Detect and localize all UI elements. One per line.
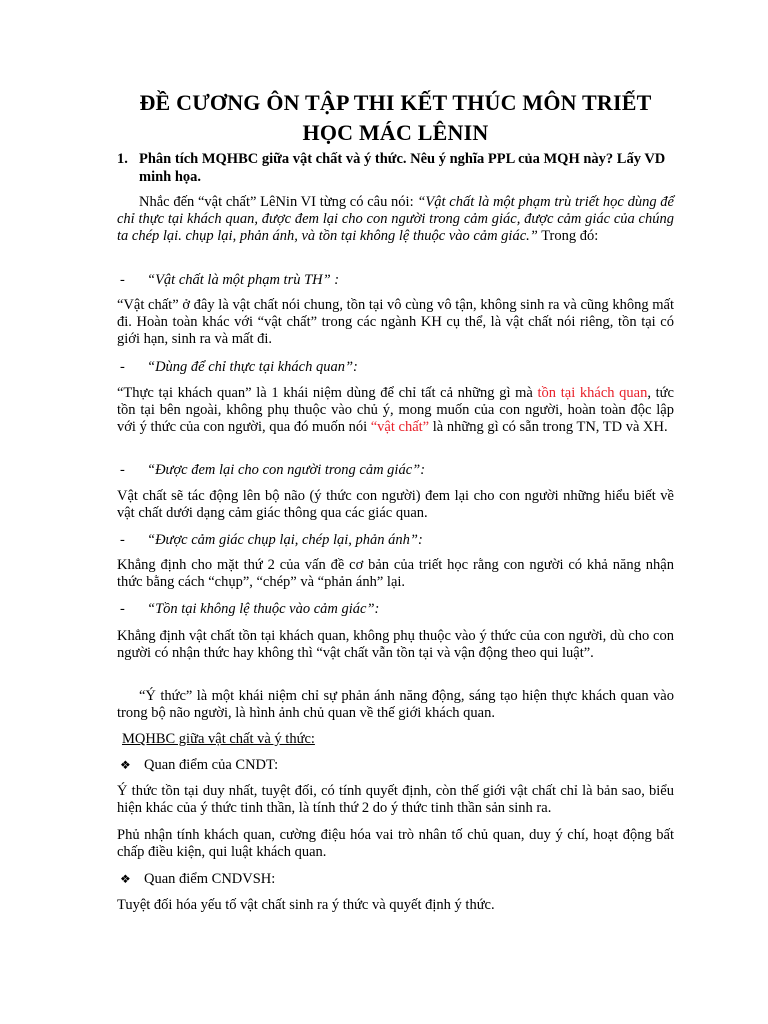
document-title (117, 88, 674, 148)
intro-tail: Trong đó: (537, 228, 599, 244)
item-5-heading: - “Tồn tại không lệ thuộc vào cảm giác”: (120, 601, 380, 617)
diamond-bullet-icon: ❖ (120, 758, 131, 772)
item-4-body: Khẳng định cho mặt thứ 2 của vấn đề cơ bản của triết học rằng con người có khả năng nhận thức bằng cách “chụp”, “chép” và “phản ánh” lại. (117, 557, 674, 590)
highlight-ton-tai-khach-quan: tồn tại khách quan (537, 385, 648, 401)
intro-paragraph (117, 194, 674, 245)
relation-heading: MQHBC giữa vật chất và ý thức: (122, 731, 315, 747)
item-1-heading: - “Vật chất là một phạm trù TH” : (120, 272, 340, 288)
item-3-body: Vật chất sẽ tác động lên bộ não (ý thức con người) đem lại cho con người những hiểu biết về vật chất dưới dạng cảm giác thông qua các giác quan. (117, 488, 674, 521)
view-cndvsh-heading: ❖ Quan điểm CNDVSH: (120, 871, 276, 887)
item-5-body: Khẳng định vật chất tồn tại khách quan, không phụ thuộc vào ý thức của con người, dù cho con người có nhận thức hay không thì “vật chất vẫn tồn tại và vận động theo qui luật”. (117, 628, 674, 661)
item-3-heading: - “Được đem lại cho con người trong cảm giác”: (120, 462, 426, 478)
intro-quote: “Vật chất là một phạm trù triết học dùng để chỉ thực tại khách quan, được đem lại cho con người trong cảm giác, được cảm giác của chúng ta chép lại. chụp lại, phản ánh, và tồn tại không lệ thuộc vào cảm giác.” (117, 194, 674, 244)
item-1-body: “Vật chất” ở đây là vật chất nói chung, tồn tại vô cùng vô tận, không sinh ra và cũng không mất đi. Hoàn toàn khác với “vật chất” trong các ngành KH cụ thể, là vật chất nói riêng, tồn tại có giới hạn, sinh ra và mất đi. (117, 297, 674, 347)
question-text: Phân tích MQHBC giữa vật chất và ý thức. Nêu ý nghĩa PPL của MQH này? Lấy VD minh họa. (139, 151, 666, 185)
question-number: 1. (117, 151, 128, 167)
consciousness-paragraph: “Ý thức” là một khái niệm chỉ sự phản ánh năng động, sáng tạo hiện thực khách quan vào trong bộ não người, là hình ảnh chủ quan về thế giới khách quan. (117, 688, 674, 721)
view-cndt-paragraph-1: Ý thức tồn tại duy nhất, tuyệt đối, có tính quyết định, còn thế giới vật chất chỉ là bản sao, biểu hiện khác của ý thức tinh thần, là tính thứ 2 do ý thức tinh thần sản sinh ra. (117, 783, 674, 816)
title-line-1: ĐỀ CƯƠNG ÔN TẬP THI KẾT THÚC MÔN TRIẾT (139, 90, 652, 115)
diamond-bullet-icon: ❖ (120, 872, 131, 886)
view-cndt-paragraph-2: Phủ nhận tính khách quan, cường điệu hóa vai trò nhân tố chủ quan, duy ý chí, hoạt động bất chấp điều kiện, qui luật khách quan. (117, 827, 674, 860)
item-4-heading: - “Được cảm giác chụp lại, chép lại, phản ánh”: (120, 532, 423, 548)
item-2-heading: - “Dùng để chỉ thực tại khách quan”: (120, 359, 358, 375)
intro-lead: Nhắc đến “vật chất” LêNin VI từng có câu nói: (139, 194, 418, 210)
highlight-vat-chat: “vật chất” (370, 419, 430, 435)
view-cndt-heading: ❖ Quan điểm của CNDT: (120, 757, 279, 773)
title-line-2: HỌC MÁC LÊNIN (302, 120, 489, 145)
view-cndvsh-paragraph-1: Tuyệt đối hóa yếu tố vật chất sinh ra ý thức và quyết định ý thức. (117, 897, 495, 913)
item-2-body: “Thực tại khách quan” là 1 khái niệm dùng để chỉ tất cả những gì mà tồn tại khách quan, tức tồn tại bên ngoài, không phụ thuộc vào chủ ý, mong muốn của con người, hoàn toàn độc lập với ý thức của con người, qua đó muốn nói “vật chất” là những gì có sẵn trong TN, TD và XH. (117, 385, 674, 435)
